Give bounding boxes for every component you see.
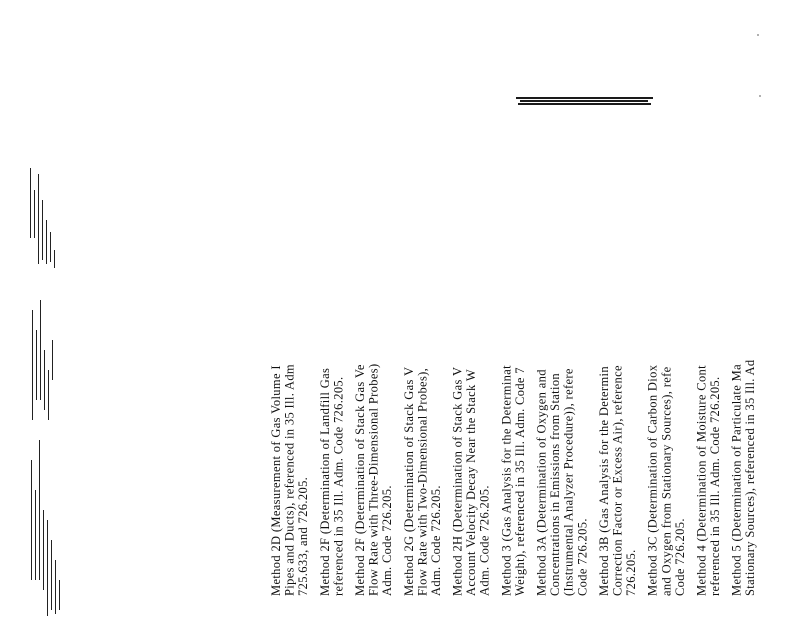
document-text-block (269, 186, 758, 596)
paragraph (403, 186, 444, 596)
text-line: Method 3 (Gas Analysis for the Determinat (499, 365, 514, 596)
text-line: Stationary Sources), referenced in 35 Ill. Ad (743, 359, 758, 596)
paragraph (647, 186, 688, 596)
text-line: Code 726.205. (672, 518, 687, 596)
text-line: Method 5 (Determination of Particulate Ma (729, 364, 744, 596)
text-line: Method 2F (Determination of Stack Gas Ve (352, 364, 367, 596)
paragraph (354, 186, 395, 596)
text-line: Account Velocity Decay Near the Stack W (464, 369, 479, 596)
paragraph (452, 186, 493, 596)
text-line: Method 3A (Determination of Oxygen and (534, 369, 549, 596)
text-line: referenced in 35 Ill. Adm. Code 726.205. (331, 376, 346, 596)
text-line: 725.633, and 726.205. (296, 476, 311, 596)
text-line: Method 4 (Determination of Moisture Cont (694, 365, 709, 596)
text-line: Flow Rate with Three-Dimensional Probes) (366, 363, 381, 596)
paragraph (319, 186, 346, 596)
text-line: Adm. Code 726.205. (477, 485, 492, 596)
text-line: Code 726.205. (575, 518, 590, 596)
horizontal-rule (516, 97, 653, 107)
paragraph (731, 186, 758, 596)
text-line: and Oxygen from Stationary Sources), refe (659, 366, 674, 596)
text-line: Method 2G (Determination of Stack Gas V (401, 366, 416, 596)
text-line: 726.205. (624, 549, 639, 596)
paragraph (536, 186, 590, 596)
paragraph (598, 186, 639, 596)
text-line: Method 3C (Determination of Carbon Diox (645, 364, 660, 596)
text-line: (Instrumental Analyzer Procedure)), refere (561, 368, 576, 596)
scan-edge-noise (26, 160, 76, 618)
text-line: Weight), referenced in 35 Ill. Adm. Code 7 (512, 367, 527, 596)
text-line: Method 2D (Measurement of Gas Volume I (269, 365, 283, 596)
paragraph (270, 186, 311, 596)
text-line: Flow Rate with Two-Dimensional Probes), (415, 367, 430, 596)
text-line: referenced in 35 Ill. Adm. Code 726.205. (708, 376, 723, 596)
text-line: Adm. Code 726.205. (380, 485, 395, 596)
text-line: Correction Factor or Excess Air), reference (610, 365, 625, 596)
text-line: Pipes and Ducts), referenced in 35 Ill. Adm (282, 363, 297, 596)
text-line: Method 3B (Gas Analysis for the Determin (596, 366, 611, 596)
text-line: Method 2H (Determination of Stack Gas V (450, 366, 465, 596)
paragraph (695, 186, 722, 596)
text-line: Method 2F (Determination of Landfill Gas (317, 367, 332, 596)
scan-speck (757, 34, 759, 36)
text-line: Concentrations in Emissions from Station (548, 372, 563, 596)
paragraph (500, 186, 527, 596)
scan-speck (759, 95, 761, 97)
text-line: Adm. Code 726.205. (428, 485, 443, 596)
